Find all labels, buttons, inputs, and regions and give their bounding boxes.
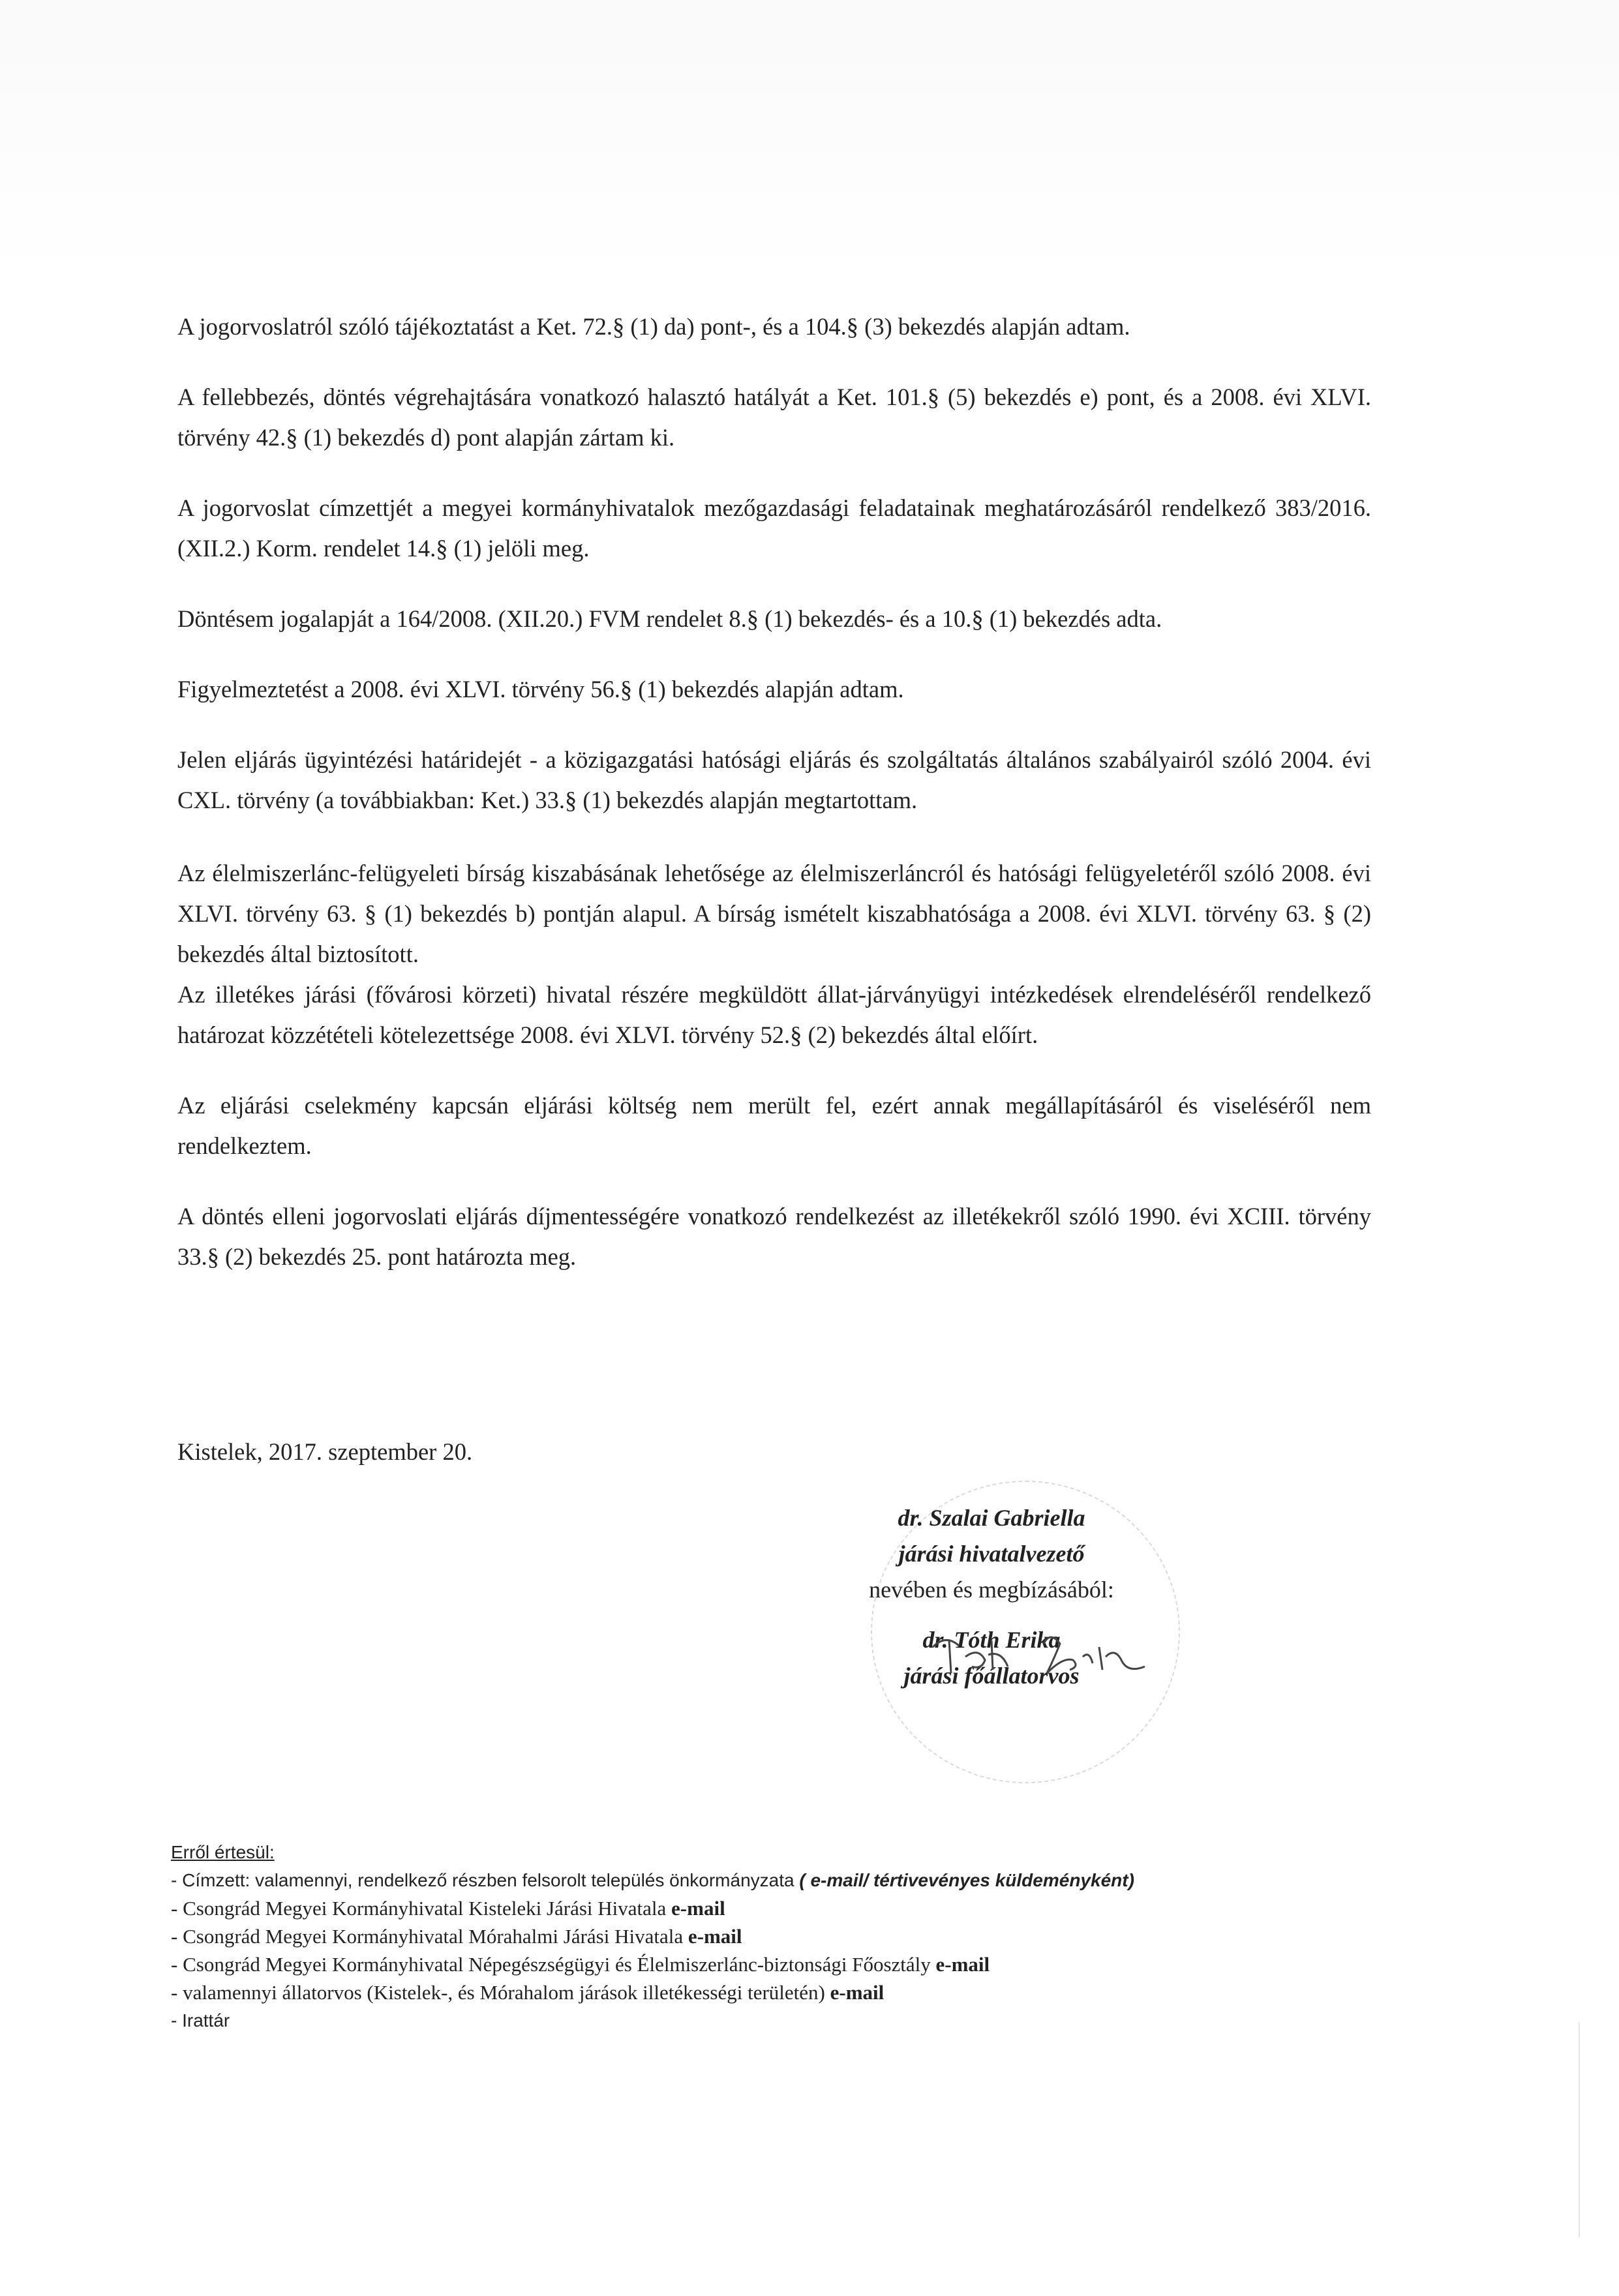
signatory-title-head: járási hivatalvezető	[898, 1541, 1085, 1567]
scan-header-smudge	[0, 0, 1619, 274]
paragraph-remedy-addressee: A jogorvoslat címzettjét a megyei kormányhivatalok mezőgazdasági feladatainak meghatározásáról rendelkező 383/2016. (XII.2.) Korm. rendelet 14.§ (1) jelöli meg.	[177, 494, 1371, 562]
distribution-item-text: - Csongrád Megyei Kormányhivatal Kisteleki Járási Hivatala	[171, 1897, 672, 1920]
signatory-name-head: dr. Szalai Gabriella	[898, 1505, 1085, 1531]
paragraph-fine: Az élelmiszerlánc-felügyeleti bírság kiszabásának lehetősége az élelmiszerláncról és hatósági felügyeletéről szóló 2008. évi XLVI. törvény 63. § (1) bekezdés b) pontján alapul. A bírság ismételt kiszabhatósága a 2008. évi XLVI. törvény 63. § (2) bekezdés által biztosított.	[177, 860, 1371, 967]
distribution-item	[171, 1894, 1378, 1922]
document-body	[177, 307, 1371, 1277]
handwritten-signature	[920, 1621, 1168, 1696]
distribution-item-method: e-mail	[688, 1925, 742, 1948]
paragraph-costs: Az eljárási cselekmény kapcsán eljárási költség nem merült fel, ezért annak megállapításáról és viseléséről nem rendelkeztem.	[177, 1092, 1371, 1159]
paragraph-publication: Az illetékes járási (fővárosi körzeti) hivatal részére megküldött állat-járványügyi intézkedések elrendeléséről rendelkező határozat közzétételi kötelezettsége 2008. évi XLVI. törvény 52.§ (2) bekezdés által előírt.	[177, 981, 1371, 1048]
place-and-date: Kistelek, 2017. szeptember 20.	[177, 1438, 473, 1465]
distribution-item-text: - Irattár	[171, 2010, 230, 2031]
distribution-item	[171, 1950, 1378, 1978]
distribution-item-method: e-mail	[671, 1897, 725, 1920]
paragraph-fee-exemption: A döntés elleni jogorvoslati eljárás díjmentességére vonatkozó rendelkezést az illetékekről szóló 1990. évi XCIII. törvény 33.§ (2) bekezdés 25. pont határozta meg.	[177, 1203, 1371, 1270]
distribution-item	[171, 1922, 1378, 1950]
distribution-item-method: e-mail	[935, 1953, 990, 1976]
distribution-item-method: ( e-mail/ tértivevényes küldeményként)	[799, 1870, 1134, 1890]
distribution-title: Erről értesül:	[171, 1842, 275, 1862]
distribution-item	[171, 1866, 1378, 1894]
signature-scribble-icon	[920, 1621, 1168, 1693]
distribution-item	[171, 1978, 1378, 2006]
paragraph-legal-remedy-info: A jogorvoslatról szóló tájékoztatást a Ket. 72.§ (1) da) pont-, és a 104.§ (3) bekezdés alapján adtam.	[177, 313, 1130, 340]
paragraph-legal-basis: Döntésem jogalapját a 164/2008. (XII.20.) FVM rendelet 8.§ (1) bekezdés- és a 10.§ (1) bekezdés adta.	[177, 605, 1162, 632]
distribution-item-method: e-mail	[830, 1981, 885, 2004]
scan-edge-line	[1579, 2022, 1580, 2237]
paragraph-deadline: Jelen eljárás ügyintézési határidejét - a közigazgatási hatósági eljárás és szolgáltatás általános szabályairól szóló 2004. évi CXL. törvény (a továbbiakban: Ket.) 33.§ (1) bekezdés alapján megtartottam.	[177, 746, 1371, 813]
distribution-item-text: - Csongrád Megyei Kormányhivatal Mórahalmi Járási Hivatala	[171, 1925, 688, 1948]
signatory-title: járási főállatorvos	[903, 1663, 1080, 1689]
signatory-name: dr. Tóth Erika	[922, 1627, 1061, 1653]
paragraph-appeal-suspension: A fellebbezés, döntés végrehajtására vonatkozó halasztó hatályát a Ket. 101.§ (5) bekezdés e) pont, és a 2008. évi XLVI. törvény 42.§ (1) bekezdés d) pont alapján zártam ki.	[177, 384, 1371, 451]
on-behalf-text: nevében és megbízásából:	[869, 1577, 1114, 1603]
distribution-item-text: - valamennyi állatorvos (Kistelek-, és Mórahalom járások illetékességi területén)	[171, 1981, 830, 2004]
distribution-item-text: - Címzett: valamennyi, rendelkező részben felsorolt település önkormányzata	[171, 1870, 800, 1890]
paragraph-warning: Figyelmeztetést a 2008. évi XLVI. törvény 56.§ (1) bekezdés alapján adtam.	[177, 676, 904, 702]
distribution-item	[171, 2006, 1378, 2034]
distribution-list	[171, 1838, 1378, 2034]
distribution-item-text: - Csongrád Megyei Kormányhivatal Népegészségügyi és Élelmiszerlánc-biztonsági Főosztály	[171, 1953, 936, 1976]
